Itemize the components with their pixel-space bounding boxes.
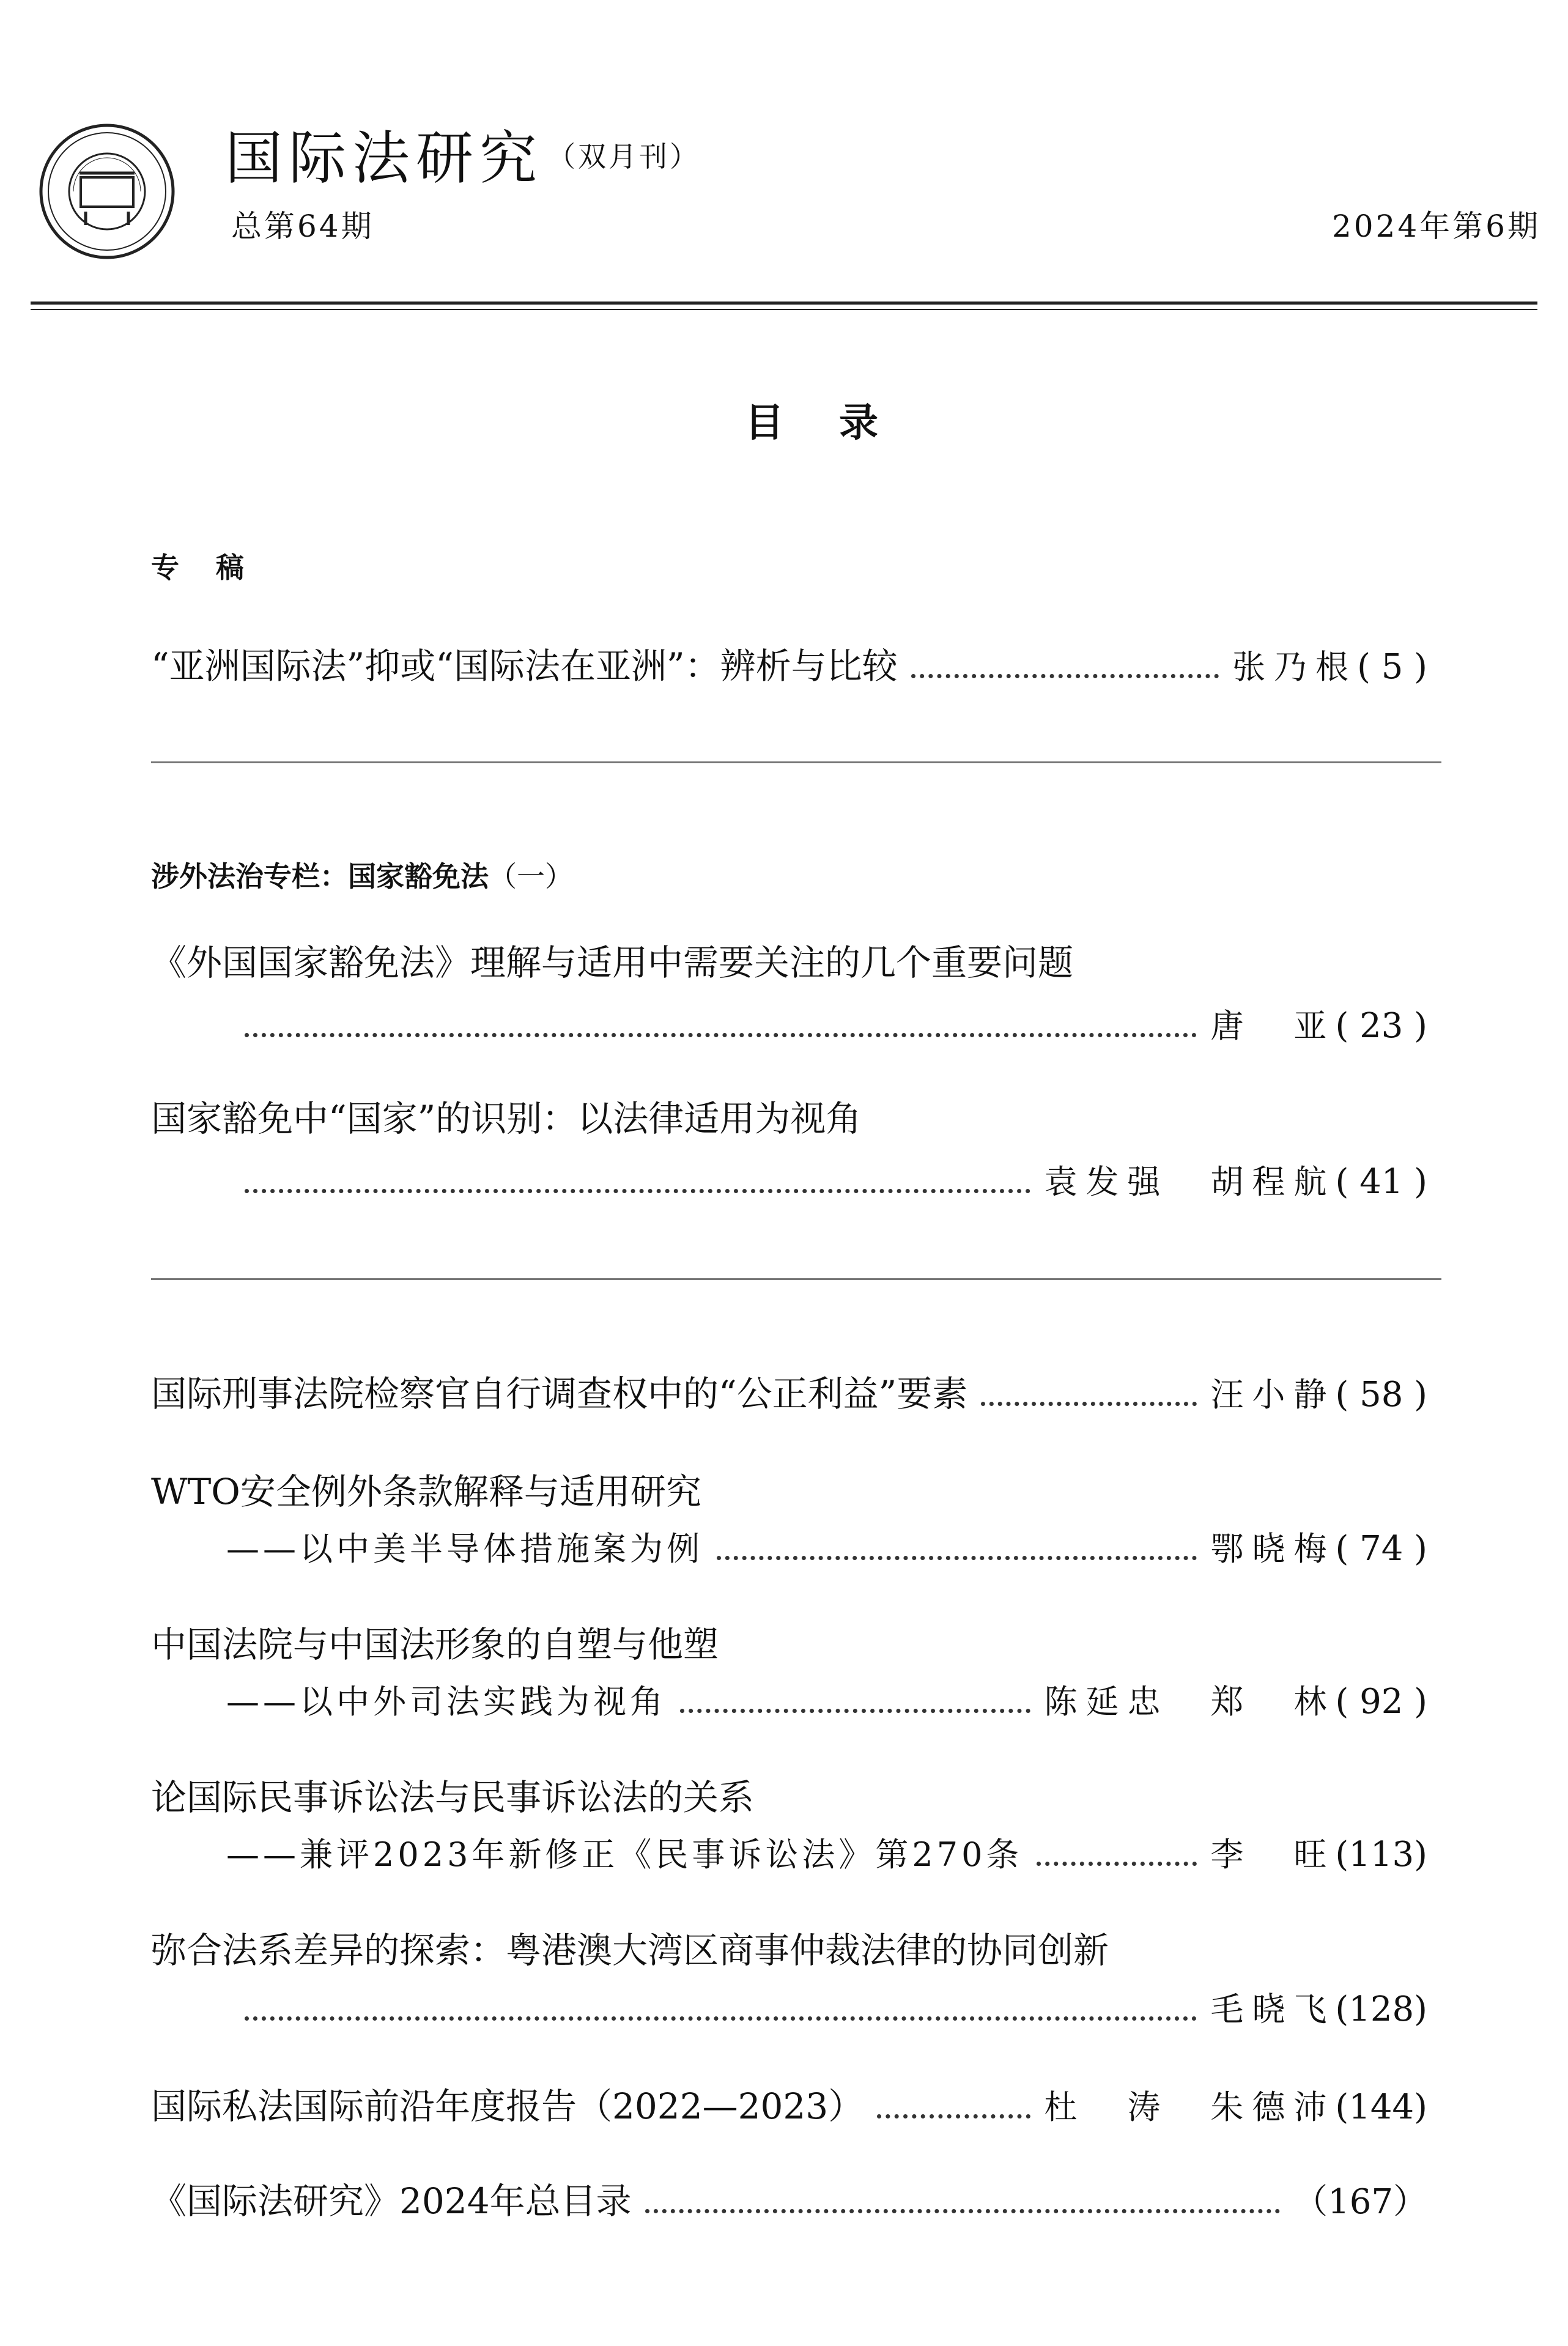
page-number: ( 23 ): [1335, 1006, 1427, 1046]
toc-entry-continuation[interactable]: [245, 1989, 1427, 2029]
page-number: （167）: [1293, 2182, 1427, 2222]
article-title[interactable]: 《外国国家豁免法》理解与适用中需要关注的几个重要问题: [151, 942, 1074, 983]
page-number: (128): [1335, 1989, 1427, 2029]
toc-entry[interactable]: [151, 645, 1427, 687]
leader-dots: [645, 2209, 1281, 2213]
article-subtitle: ——兼评2023年新修正《民事诉讼法》第270条: [226, 1835, 1023, 1874]
section-divider: [151, 1278, 1441, 1280]
leader-dots: [981, 1402, 1197, 1406]
leader-dots: [877, 2114, 1030, 2118]
page-number: ( 58 ): [1335, 1375, 1427, 1415]
article-subtitle: ——以中美半导体措施案为例: [226, 1530, 703, 1568]
header-rule-thin: [31, 309, 1537, 310]
leader-dots: [245, 2016, 1197, 2021]
page-number: ( 92 ): [1335, 1682, 1427, 1722]
leader-dots: [911, 674, 1219, 678]
toc-entry-continuation[interactable]: [226, 1529, 1427, 1569]
page-number: (144): [1335, 2087, 1427, 2127]
article-title: 国际私法国际前沿年度报告（2022—2023）: [151, 2085, 864, 2127]
article-title[interactable]: 论国际民事诉讼法与民事诉讼法的关系: [151, 1777, 755, 1818]
page-number: ( 41 ): [1335, 1162, 1427, 1202]
toc-title: 目录: [745, 401, 933, 446]
article-author: 张乃根: [1232, 648, 1358, 686]
article-author: 鄂晓梅: [1210, 1530, 1336, 1568]
journal-logo: [37, 121, 177, 262]
column-suffix: （一）: [489, 860, 573, 893]
leader-dots: [1037, 1862, 1197, 1866]
page-number: ( 5 ): [1357, 647, 1427, 687]
page-number: ( 74 ): [1335, 1529, 1427, 1569]
section-divider: [151, 761, 1441, 763]
article-author: 唐 亚: [1210, 1007, 1336, 1045]
header-rule-thick: [31, 302, 1537, 305]
article-title: 国际刑事法院检察官自行调查权中的“公正利益”要素: [151, 1373, 968, 1415]
article-title[interactable]: WTO安全例外条款解释与适用研究: [151, 1471, 701, 1512]
article-author: 陈延忠 郑 林: [1044, 1682, 1336, 1721]
toc-entry-continuation[interactable]: [226, 1682, 1427, 1722]
article-title: “亚洲国际法”抑或“国际法在亚洲”：辨析与比较: [151, 645, 898, 687]
total-issue-number: 总第64期: [231, 209, 374, 244]
toc-entry-continuation[interactable]: [226, 1835, 1427, 1874]
toc-entry[interactable]: [151, 1373, 1427, 1415]
article-author: 毛晓飞: [1210, 1990, 1336, 2029]
article-author: 李 旺: [1210, 1835, 1336, 1874]
toc-entry-continuation[interactable]: [245, 1006, 1427, 1046]
leader-dots: [680, 1709, 1030, 1713]
article-subtitle: ——以中外司法实践为视角: [226, 1682, 667, 1721]
section-heading-special: 专稿: [151, 551, 281, 584]
toc-entry[interactable]: [151, 2085, 1427, 2127]
leader-dots: [717, 1556, 1197, 1560]
issue-number: 2024年第6期: [1331, 209, 1540, 244]
article-author: 袁发强 胡程航: [1044, 1163, 1336, 1201]
article-author: 汪小静: [1210, 1375, 1336, 1414]
article-title[interactable]: 中国法院与中国法形象的自塑与他塑: [151, 1624, 719, 1665]
article-title: 《国际法研究》2024年总目录: [151, 2180, 632, 2222]
toc-entry-continuation[interactable]: [245, 1162, 1427, 1202]
column-name: 涉外法治专栏：国家豁免法: [151, 860, 489, 893]
page-number: (113): [1335, 1835, 1427, 1874]
article-title[interactable]: 国家豁免中“国家”的识别：以法律适用为视角: [151, 1098, 862, 1139]
leader-dots: [245, 1189, 1030, 1193]
article-author: 杜 涛 朱德沛: [1044, 2088, 1336, 2126]
article-title[interactable]: 弥合法系差异的探索：粤港澳大湾区商事仲裁法律的协同创新: [151, 1930, 1109, 1971]
leader-dots: [245, 1033, 1197, 1037]
section-heading-column: [151, 860, 573, 893]
journal-title: 国际法研究: [225, 125, 544, 192]
toc-entry[interactable]: [151, 2180, 1427, 2222]
journal-frequency: （双月刊）: [547, 140, 700, 173]
